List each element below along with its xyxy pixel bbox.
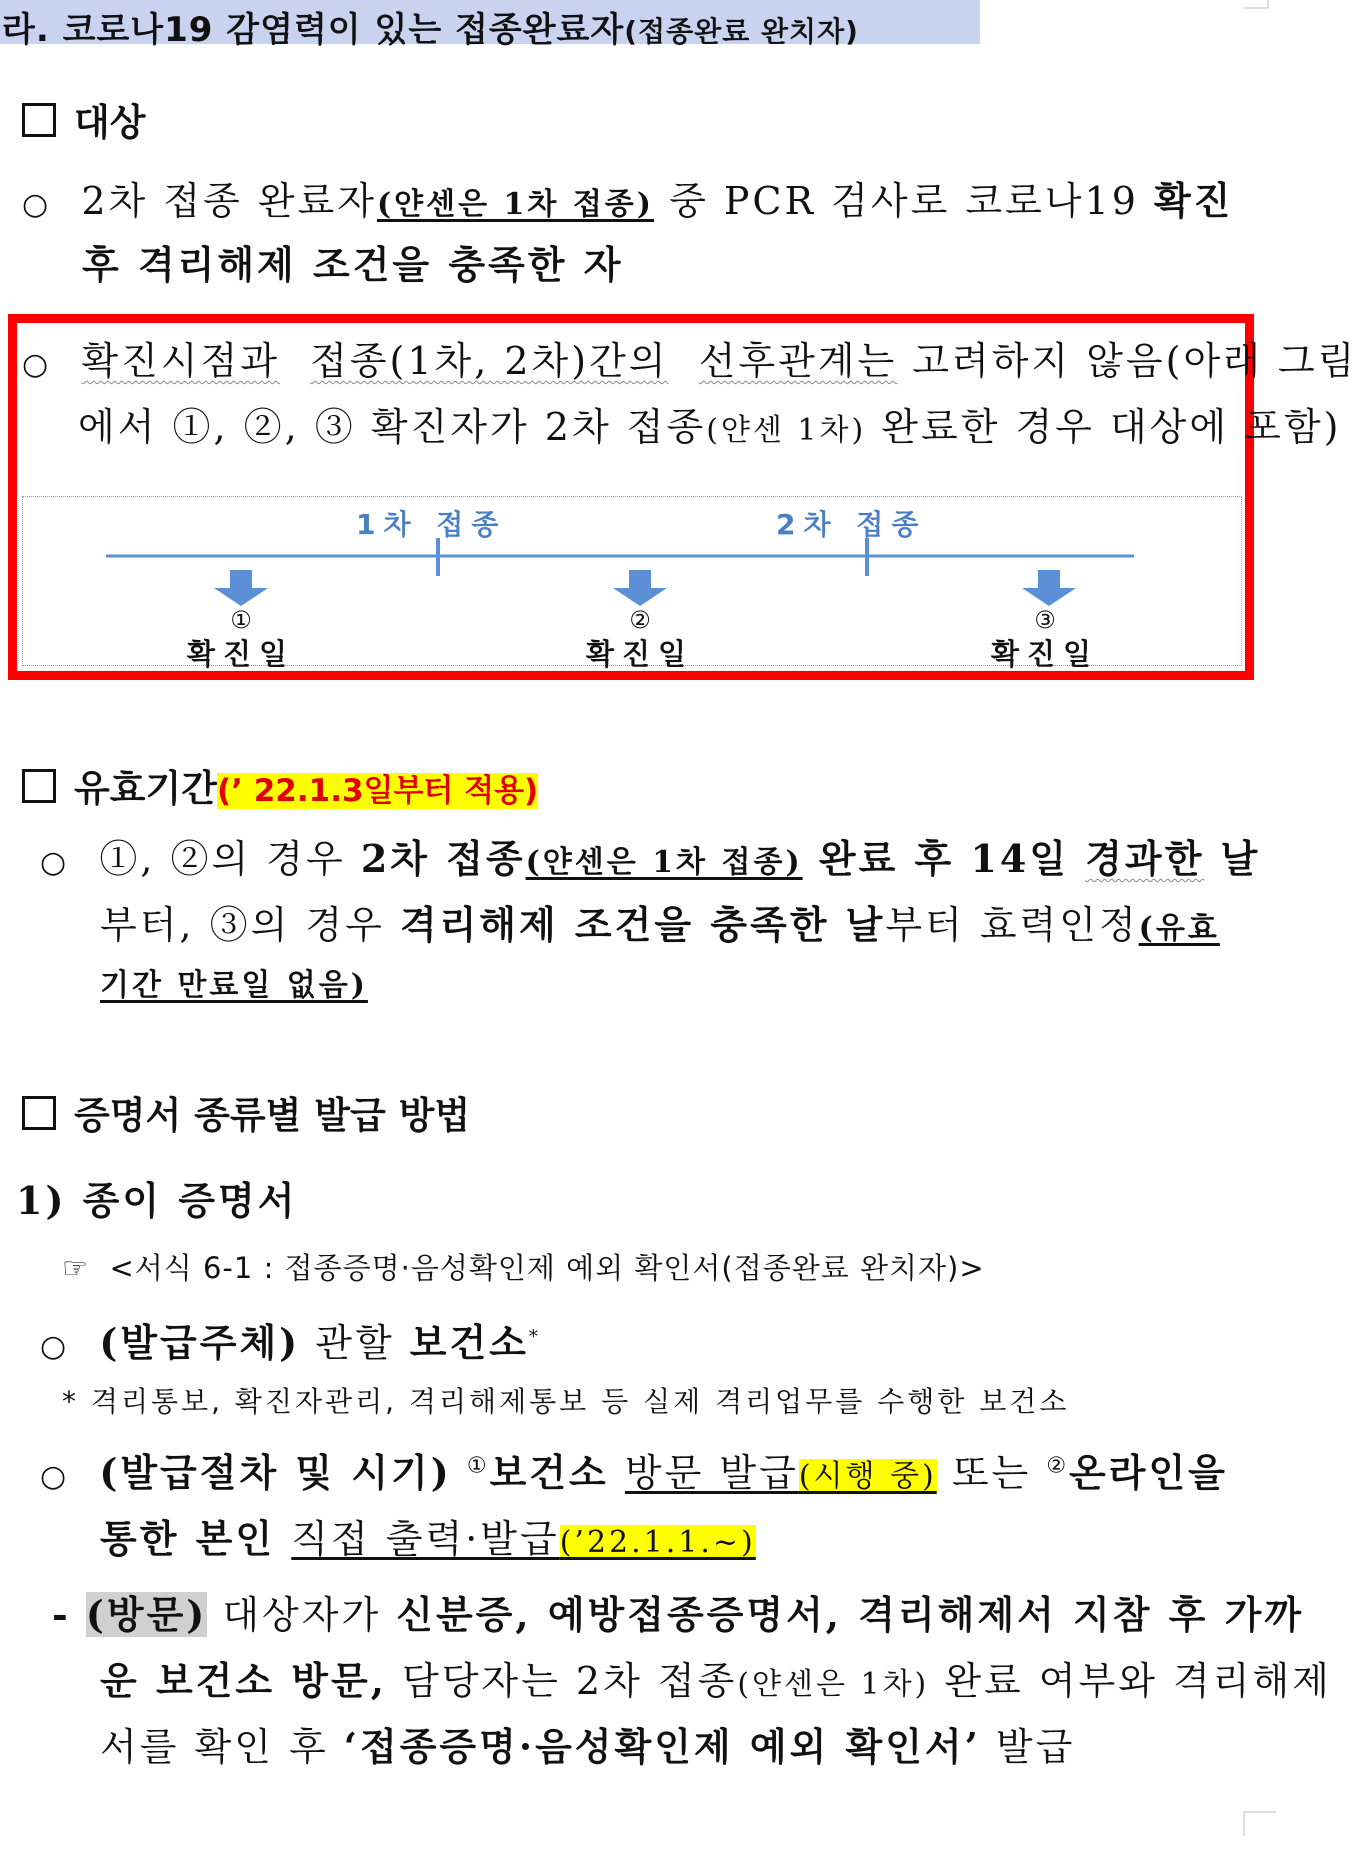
visit-line-2: 운 보건소 방문, 담당자는 2차 접종(얀센은 1차) 완료 여부와 격리해제 [100, 1658, 1332, 1703]
target-paragraph-1-line-1: ○ 2차 접종 완료자(얀센은 1차 접종) 중 PCR 검사로 코로나19 확진 [22, 178, 1234, 223]
checkbox-square-icon [22, 1096, 56, 1130]
confirmation-point-1: ① 확진일 [186, 606, 296, 671]
pointing-hand-icon: ☞ [62, 1251, 89, 1285]
validity-paragraph-line-2: 부터, ③의 경우 격리해제 조건을 충족한 날부터 효력인정(유효 [100, 902, 1220, 947]
issuer-line: ○ (발급주체) 관할 보건소* [40, 1320, 541, 1365]
page-corner-mark [1244, 0, 1274, 30]
procedure-line-1: ○ (발급절차 및 시기) ①보건소 방문 발급(시행 중) 또는 ②온라인을 [40, 1450, 1228, 1495]
visit-line-1: - (방문) 대상자가 신분증, 예방접종증명서, 격리해제서 지참 후 가까 [52, 1592, 1305, 1637]
target-paragraph-1-line-2: 후 격리해제 조건을 충족한 자 [82, 242, 624, 287]
arrow-icon [214, 570, 268, 606]
section-issuance-heading: 증명서 종류별 발급 방법 [22, 1085, 470, 1139]
target-paragraph-2-line-1: ○ 확진시점과 접종(1차, 2차)간의 선후관계는 고려하지 않음(아래 그림 [22, 339, 1357, 383]
form-reference: ☞ <서식 6-1 : 접종증명·음성확인제 예외 확인서(접종완료 완치자)> [62, 1251, 985, 1285]
target-paragraph-2-line-2: 에서 ①, ②, ③ 확진자가 2차 접종(얀센 1차) 완료한 경우 대상에 포함) [78, 405, 1342, 449]
confirmation-point-2: ② 확진일 [585, 606, 695, 671]
checkbox-square-icon [22, 103, 56, 137]
visit-line-3: 서를 확인 후 ‘접종증명·음성확인제 예외 확인서’ 발급 [100, 1724, 1076, 1769]
confirmation-point-3: ③ 확진일 [990, 606, 1100, 671]
section-target-heading: 대상 [22, 92, 145, 146]
checkbox-square-icon [22, 769, 56, 803]
page-corner-mark [1244, 1812, 1274, 1842]
validity-paragraph-line-1: ○ ①, ②의 경우 2차 접종(얀센은 1차 접종) 완료 후 14일 경과한 날 [40, 836, 1261, 881]
arrow-icon [613, 570, 667, 606]
arrow-icon [1022, 570, 1076, 606]
procedure-line-2: 통한 본인 직접 출력·발급(’22.1.1.~) [100, 1516, 756, 1561]
validity-effective-date: (’ 22.1.3일부터 적용) [216, 773, 539, 809]
timeline-label-dose-1: 1차 접종 [356, 508, 507, 541]
page-title: 라. 코로나19 감염력이 있는 접종완료자(접종완료 완치자) [2, 10, 859, 50]
section-validity-heading: 유효기간(’ 22.1.3일부터 적용) [22, 758, 538, 812]
timeline-label-dose-2: 2차 접종 [776, 508, 927, 541]
paper-certificate-title: 1) 종이 증명서 [16, 1178, 298, 1223]
issuer-footnote: * 격리통보, 확진자관리, 격리해제통보 등 실제 격리업무를 수행한 보건소 [62, 1385, 1070, 1418]
validity-paragraph-line-3: 기간 만료일 없음) [100, 968, 368, 1003]
